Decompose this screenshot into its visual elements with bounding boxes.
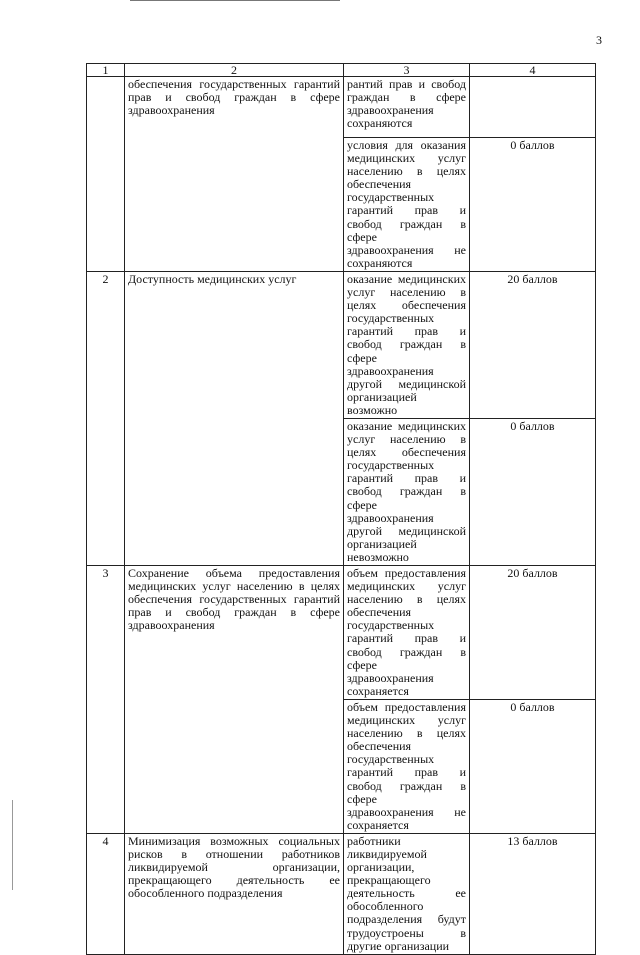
condition-text: оказание медицинских услуг населению в целях обеспечения государственных гарантий прав и свобод граждан в сфере здравоохранения другой медицинской организацией невозможно — [344, 418, 470, 565]
score-value: 13 баллов — [470, 833, 596, 954]
header-col-4: 4 — [470, 64, 596, 77]
score-value: 0 баллов — [470, 418, 596, 565]
header-row — [87, 64, 596, 77]
condition-text: условия для оказания медицинских услуг населению в целях обеспечения государственных гарантий прав и свобод граждан в сфере здравоохранения не сохраняются — [344, 138, 470, 272]
criterion-text: Сохранение объема предоставления медицинских услуг населению в целях обеспечения государственных гарантий прав и свобод граждан в сфере здравоохранения — [125, 566, 344, 834]
condition-text: объем предоставления медицинских услуг населению в целях обеспечения государственных гарантий прав и свобод граждан в сфере здравоохранения не сохраняется — [344, 699, 470, 833]
table-row — [87, 77, 596, 138]
header-col-1: 1 — [87, 64, 125, 77]
criterion-text: обеспечения государственных гарантий прав и свобод граждан в сфере здравоохранения — [125, 77, 344, 272]
table-row — [87, 271, 596, 418]
criterion-text: Минимизация возможных социальных рисков в отношении работников ликвидируемой организации, прекращающего деятельность ее обособленного подразделения — [125, 833, 344, 954]
header-col-3: 3 — [344, 64, 470, 77]
row-number — [87, 77, 125, 272]
page-number: 3 — [596, 33, 602, 47]
criterion-text: Доступность медицинских услуг — [125, 271, 344, 565]
row-number: 4 — [87, 833, 125, 954]
condition-text: работники ликвидируемой организации, прекращающего деятельность ее обособленного подразделения будут трудоустроены в другие организации — [344, 833, 470, 954]
score-value: 20 баллов — [470, 271, 596, 418]
table-row — [87, 833, 596, 954]
criteria-table — [86, 63, 596, 955]
score-value: 0 баллов — [470, 138, 596, 272]
score-value: 0 баллов — [470, 699, 596, 833]
condition-text: оказание медицинских услуг населению в целях обеспечения государственных гарантий прав и свобод граждан в сфере здравоохранения другой медицинской организацией возможно — [344, 271, 470, 418]
header-col-2: 2 — [125, 64, 344, 77]
row-number: 3 — [87, 566, 125, 834]
score-value — [470, 77, 596, 138]
score-value: 20 баллов — [470, 566, 596, 700]
table-row — [87, 566, 596, 700]
condition-text: рантий прав и свобод граждан в сфере здравоохранения сохраняются — [344, 77, 470, 138]
scan-margin-mark — [12, 800, 13, 890]
condition-text: объем предоставления медицинских услуг населению в целях обеспечения государственных гарантий прав и свобод граждан в сфере здравоохранения сохраняется — [344, 566, 470, 700]
top-rule — [130, 0, 340, 1]
row-number: 2 — [87, 271, 125, 565]
